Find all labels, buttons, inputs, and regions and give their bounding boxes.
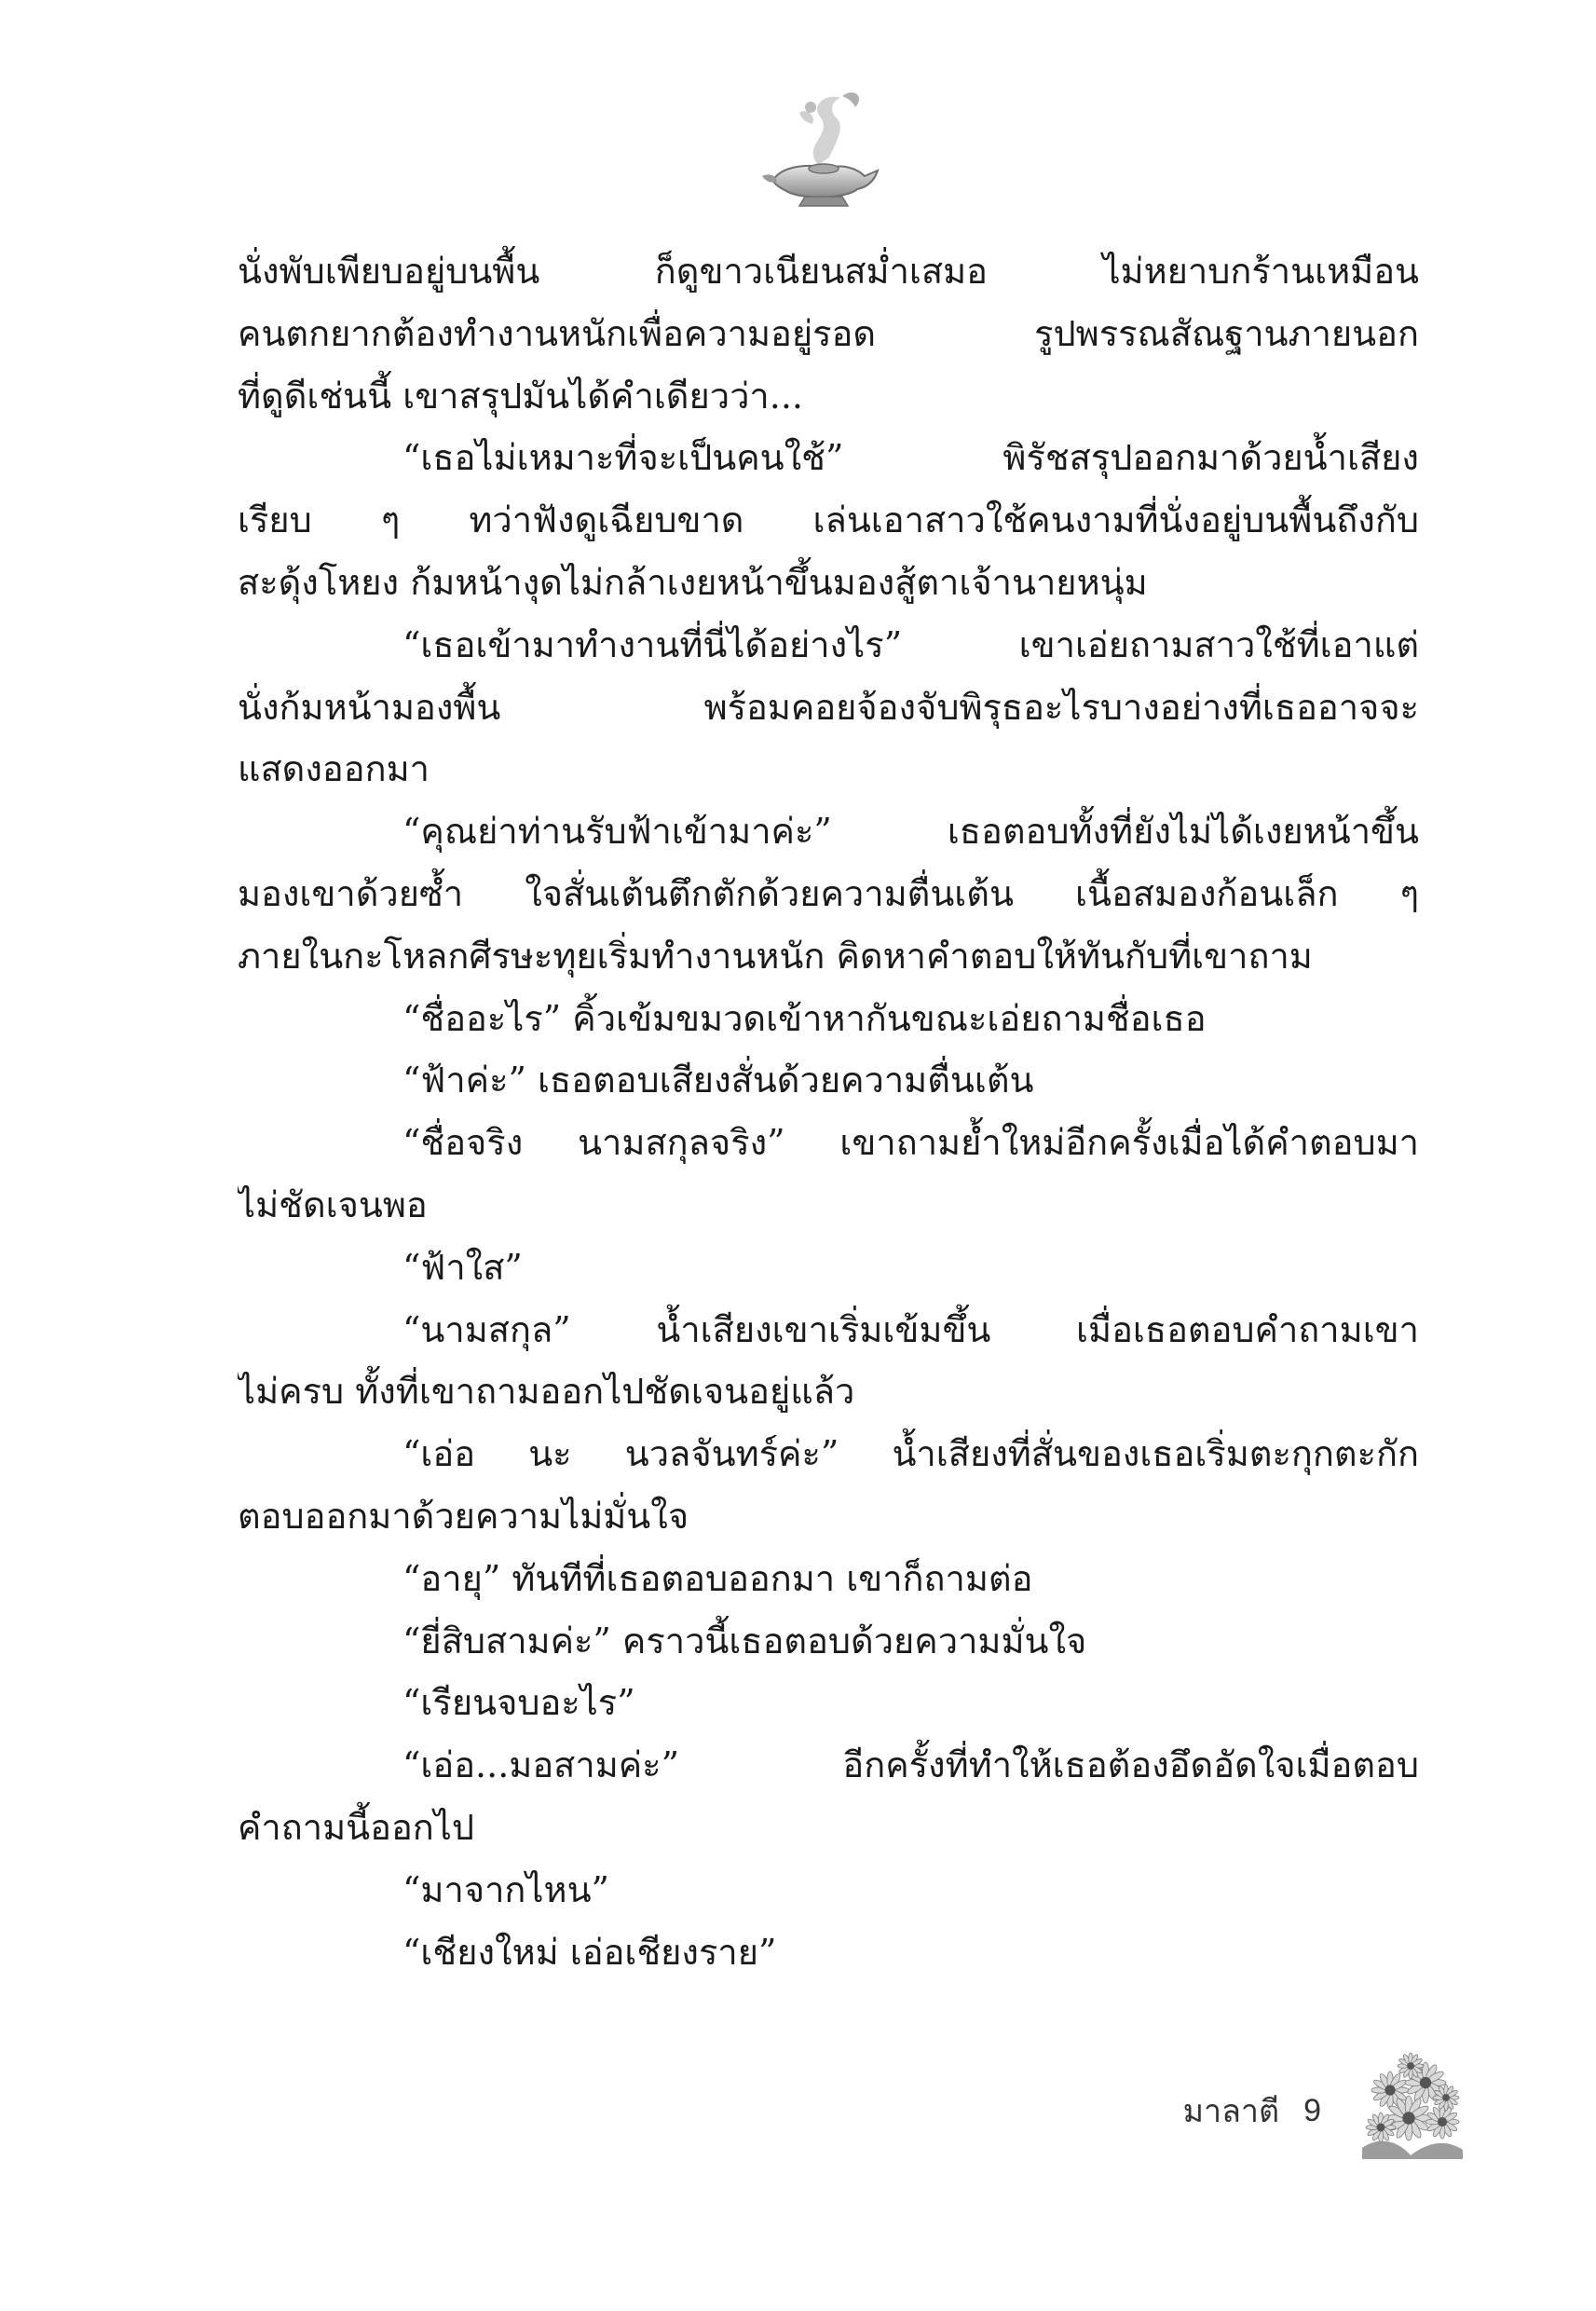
text-line: แสดงออกมา [238, 748, 430, 790]
text-line: “เชียงใหม่ เอ่อเชียงราย” [402, 1931, 777, 1973]
text-line: ไม่ชัดเจนพอ [238, 1183, 428, 1225]
text-line: คนตกยากต้องทำงานหนักเพื่อความอยู่รอด รูปพรรณสัณฐานภายนอก [238, 312, 1419, 354]
text-line: มองเขาด้วยซ้ำ ใจสั่นเต้นตึกตักด้วยความตื่นเต้น เนื้อสมองก้อนเล็ก ๆ [238, 872, 1419, 914]
text-line: “เธอเข้ามาทำงานที่นี่ได้อย่างไร” เขาเอ่ยถามสาวใช้ที่เอาแต่ [402, 623, 1419, 665]
text-line: ตอบออกมาด้วยความไม่มั่นใจ [238, 1495, 689, 1537]
text-line: “เอ่อ...มอสามค่ะ” อีกครั้งที่ทำให้เธอต้องอึดอัดใจเมื่อตอบ [402, 1744, 1419, 1786]
text-line: “เรียนจบอะไร” [402, 1682, 635, 1724]
text-line: “ชื่อจริง นามสกุลจริง” เขาถามย้ำใหม่อีกครั้งเมื่อได้คำตอบมา [402, 1122, 1419, 1164]
text-line: คำถามนี้ออกไป [238, 1806, 475, 1848]
text-line: ไม่ครบ ทั้งที่เขาถามออกไปชัดเจนอยู่แล้ว [238, 1371, 855, 1413]
text-line: “ชื่ออะไร” คิ้วเข้มขมวดเข้าหากันขณะเอ่ยถามชื่อเธอ [402, 997, 1207, 1039]
page-number: 9 [1303, 2092, 1321, 2128]
flower-bouquet-icon [1353, 2045, 1469, 2162]
text-line: นั่งก้มหน้ามองพื้น พร้อมคอยจ้องจับพิรุธอะไรบางอย่างที่เธออาจจะ [238, 686, 1419, 728]
text-line: “เอ่อ นะ นวลจันทร์ค่ะ” น้ำเสียงที่สั่นของเธอเริ่มตะกุกตะกัก [402, 1433, 1419, 1475]
text-line: “นามสกุล” น้ำเสียงเขาเริ่มเข้มขึ้น เมื่อเธอตอบคำถามเขา [402, 1308, 1419, 1350]
text-line: “ฟ้าใส” [402, 1246, 523, 1288]
text-line: ภายในกะโหลกศีรษะทุยเริ่มทำงานหนัก คิดหาคำตอบให้ทันกับที่เขาถาม [238, 935, 1313, 977]
text-line: “คุณย่าท่านรับฟ้าเข้ามาค่ะ” เธอตอบทั้งที่ยังไม่ได้เงยหน้าขึ้น [402, 811, 1419, 853]
genie-lamp-icon [745, 79, 894, 228]
running-title: มาลาตี [1182, 2094, 1280, 2129]
text-line: “มาจากไหน” [402, 1868, 609, 1910]
story-text [238, 240, 1419, 1983]
text-line: นั่งพับเพียบอยู่บนพื้น ก็ดูขาวเนียนสม่ำเสมอ ไม่หยาบกร้านเหมือน [238, 251, 1419, 292]
text-line: “เธอไม่เหมาะที่จะเป็นคนใช้” พิรัชสรุปออกมาด้วยน้ำเสียง [402, 437, 1419, 479]
text-line: เรียบ ๆ ทว่าฟังดูเฉียบขาด เล่นเอาสาวใช้คนงามที่นั่งอยู่บนพื้นถึงกับ [238, 499, 1419, 541]
text-line: “ยี่สิบสามค่ะ” คราวนี้เธอตอบด้วยความมั่นใจ [402, 1620, 1087, 1661]
text-line: ที่ดูดีเช่นนี้ เขาสรุปมันได้คำเดียวว่า... [238, 375, 803, 417]
text-line: “ฟ้าค่ะ” เธอตอบเสียงสั่นด้วยความตื่นเต้น [402, 1060, 1034, 1101]
page-footer [1183, 2085, 1321, 2136]
text-line: สะดุ้งโหยง ก้มหน้างุดไม่กล้าเงยหน้าขึ้นมองสู้ตาเจ้านายหนุ่ม [238, 561, 1148, 603]
text-line: “อายุ” ทันทีที่เธอตอบออกมา เขาก็ถามต่อ [402, 1557, 1033, 1599]
